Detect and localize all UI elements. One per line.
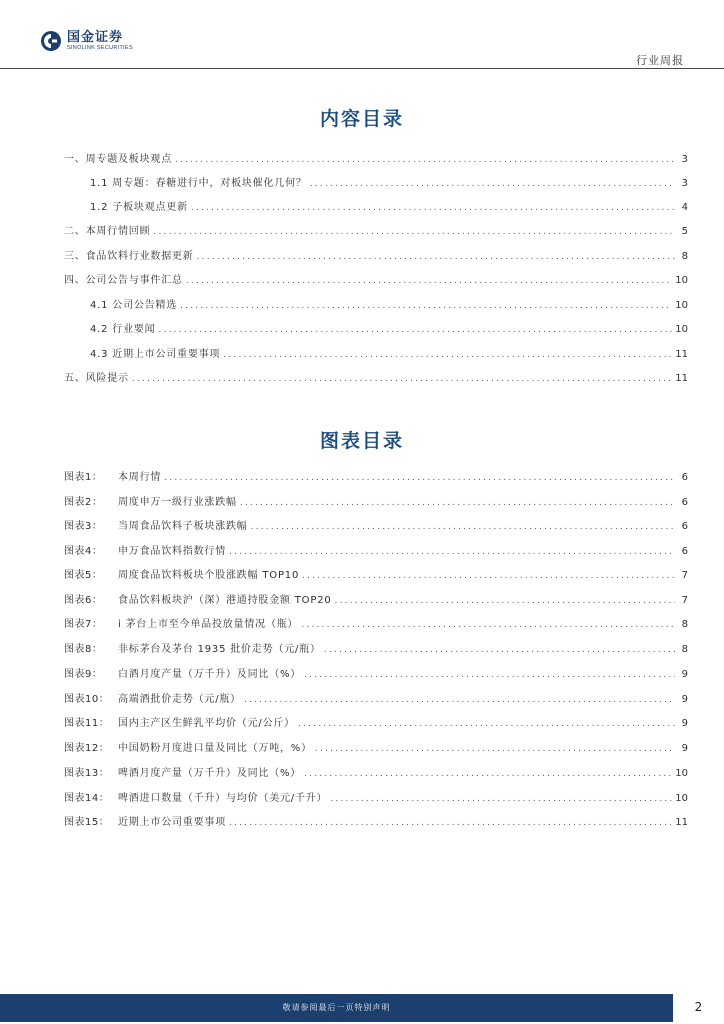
- figure-item-page: 6: [681, 497, 688, 508]
- toc-item-text: 三、食品饮料行业数据更新: [64, 251, 194, 262]
- figure-item[interactable]: [64, 615, 688, 631]
- figure-item-page: 9: [681, 743, 688, 754]
- figure-item[interactable]: [64, 566, 688, 582]
- toc-leader-dots: [229, 547, 675, 557]
- toc-item-text: 4.2 行业要闻: [90, 324, 156, 335]
- toc-item-page: 4: [681, 202, 688, 213]
- figure-item-label: 图表11：: [64, 718, 110, 729]
- toc-leader-dots: [158, 325, 672, 335]
- toc-leader-dots: [315, 744, 675, 754]
- toc-leader-dots: [301, 620, 675, 630]
- toc-item-text: 四、公司公告与事件汇总: [64, 275, 183, 286]
- figure-item-label: 图表2：: [64, 497, 103, 508]
- figure-item-text: 白酒月度产量（万千升）及同比（%）: [118, 669, 302, 680]
- figure-item-page: 7: [681, 595, 688, 606]
- toc-item[interactable]: [90, 320, 688, 336]
- figure-item[interactable]: [64, 542, 688, 558]
- figure-item-text: 周度食品饮料板块个股涨跌幅 TOP10: [118, 570, 300, 581]
- toc-item-text: 4.1 公司公告精选: [90, 300, 178, 311]
- figure-item-text: 食品饮料板块沪（深）港通持股金额 TOP20: [118, 595, 332, 606]
- toc-leader-dots: [197, 252, 675, 262]
- figure-item-text: 近期上市公司重要事项: [118, 817, 226, 828]
- figure-item-page: 10: [675, 793, 688, 804]
- toc-leader-dots: [335, 596, 675, 606]
- toc-item-page: 11: [675, 349, 688, 360]
- toc-leader-dots: [164, 473, 675, 483]
- toc-item-text: 1.1 周专题：春糖进行中，对板块催化几何？: [90, 178, 307, 189]
- toc-leader-dots: [229, 818, 672, 828]
- toc-leader-dots: [298, 719, 675, 729]
- toc-leader-dots: [310, 179, 675, 189]
- toc-item-page: 11: [675, 373, 688, 384]
- toc-leader-dots: [132, 374, 672, 384]
- figure-item-page: 9: [681, 718, 688, 729]
- figure-item-label: 图表15：: [64, 817, 110, 828]
- sinolink-logo-icon: [40, 30, 62, 52]
- toc-leader-dots: [240, 498, 675, 508]
- figure-item[interactable]: [64, 714, 688, 730]
- page-number: 2: [694, 1000, 703, 1014]
- figure-item[interactable]: [64, 665, 688, 681]
- toc-item-text: 1.2 子板块观点更新: [90, 202, 188, 213]
- footer-disclaimer: 敬请参阅最后一页特别声明: [282, 1003, 391, 1012]
- toc-item[interactable]: [64, 222, 688, 238]
- figure-item-page: 11: [675, 817, 688, 828]
- toc-item-page: 10: [675, 300, 688, 311]
- figure-item[interactable]: [64, 468, 688, 484]
- toc-item-page: 10: [675, 275, 688, 286]
- toc-item-text: 二、本周行情回顾: [64, 226, 151, 237]
- toc-leader-dots: [223, 350, 672, 360]
- figure-item-label: 图表14：: [64, 793, 110, 804]
- figure-item-text: 啤酒月度产量（万千升）及同比（%）: [118, 768, 302, 779]
- toc-leader-dots: [191, 203, 675, 213]
- figure-item-page: 6: [681, 521, 688, 532]
- toc-item[interactable]: [90, 296, 688, 312]
- figure-item-label: 图表12：: [64, 743, 110, 754]
- figure-item-label: 图表3：: [64, 521, 103, 532]
- toc-item[interactable]: [64, 247, 688, 263]
- figure-item[interactable]: [64, 789, 688, 805]
- figure-item-text: 本周行情: [118, 472, 162, 483]
- figure-item-label: 图表6：: [64, 595, 103, 606]
- figure-item-text: 当周食品饮料子板块涨跌幅: [118, 521, 248, 532]
- figure-item-page: 6: [681, 546, 688, 557]
- report-type-label: 行业周报: [636, 54, 684, 67]
- header-divider: [0, 68, 724, 69]
- toc-item[interactable]: [64, 150, 688, 166]
- toc-item[interactable]: [90, 174, 688, 190]
- figure-item-text: 啤酒进口数量（千升）与均价（美元/千升）: [118, 793, 328, 804]
- figure-item-text: 高端酒批价走势（元/瓶）: [118, 694, 241, 705]
- toc-leader-dots: [244, 695, 675, 705]
- toc-item-page: 8: [681, 251, 688, 262]
- toc-item-page: 10: [675, 324, 688, 335]
- logo-english-name: SINOLINK SECURITIES: [67, 44, 133, 51]
- figure-item-label: 图表4：: [64, 546, 103, 557]
- figure-item-page: 10: [675, 768, 688, 779]
- figure-item[interactable]: [64, 739, 688, 755]
- toc-item[interactable]: [90, 345, 688, 361]
- logo-chinese-name: 国金证券: [67, 29, 124, 45]
- toc-item[interactable]: [90, 198, 688, 214]
- figure-item[interactable]: [64, 591, 688, 607]
- figure-item-text: 中国奶粉月度进口量及同比（万吨，%）: [118, 743, 312, 754]
- toc-item-text: 4.3 近期上市公司重要事项: [90, 349, 221, 360]
- figure-item[interactable]: [64, 493, 688, 509]
- figure-item-label: 图表10：: [64, 694, 110, 705]
- page-header: [0, 0, 724, 70]
- figure-item[interactable]: [64, 517, 688, 533]
- figure-item-page: 8: [681, 644, 688, 655]
- toc-leader-dots: [304, 670, 675, 680]
- figure-item[interactable]: [64, 690, 688, 706]
- figure-item-page: 9: [681, 669, 688, 680]
- toc-leader-dots: [175, 155, 675, 165]
- toc-leader-dots: [302, 571, 675, 581]
- toc-item-page: 3: [681, 178, 688, 189]
- toc-item[interactable]: [64, 369, 688, 385]
- page-footer: [0, 994, 724, 1024]
- toc-leader-dots: [180, 301, 672, 311]
- figures-title: 图表目录: [319, 430, 404, 452]
- toc-item-page: 5: [681, 226, 688, 237]
- figure-item-label: 图表13：: [64, 768, 110, 779]
- toc-leader-dots: [251, 522, 675, 532]
- figure-item-label: 图表5：: [64, 570, 103, 581]
- toc-leader-dots: [186, 276, 672, 286]
- toc-item[interactable]: [64, 271, 688, 287]
- figure-item-text: 非标茅台及茅台 1935 批价走势（元/瓶）: [118, 644, 321, 655]
- figure-item-text: 周度申万一级行业涨跌幅: [118, 497, 237, 508]
- figure-item-label: 图表7：: [64, 619, 103, 630]
- toc-item-text: 一、周专题及板块观点: [64, 154, 172, 165]
- figure-item-text: 申万食品饮料指数行情: [118, 546, 226, 557]
- toc-leader-dots: [304, 769, 672, 779]
- figure-item-text: i 茅台上市至今单品投放量情况（瓶）: [118, 619, 299, 630]
- toc-title: 内容目录: [319, 108, 404, 130]
- company-logo: [40, 30, 133, 52]
- figure-item-page: 9: [681, 694, 688, 705]
- figure-item[interactable]: [64, 813, 688, 829]
- toc-item-text: 五、风险提示: [64, 373, 129, 384]
- figure-item[interactable]: [64, 764, 688, 780]
- figure-item[interactable]: [64, 640, 688, 656]
- figure-item-label: 图表9：: [64, 669, 103, 680]
- figure-item-label: 图表8：: [64, 644, 103, 655]
- figure-item-label: 图表1：: [64, 472, 103, 483]
- figure-item-page: 7: [681, 570, 688, 581]
- toc-leader-dots: [330, 794, 672, 804]
- toc-item-page: 3: [681, 154, 688, 165]
- toc-leader-dots: [153, 227, 675, 237]
- figure-item-text: 国内主产区生鲜乳平均价（元/公斤）: [118, 718, 295, 729]
- figure-item-page: 6: [681, 472, 688, 483]
- figure-item-page: 8: [681, 619, 688, 630]
- toc-leader-dots: [324, 645, 675, 655]
